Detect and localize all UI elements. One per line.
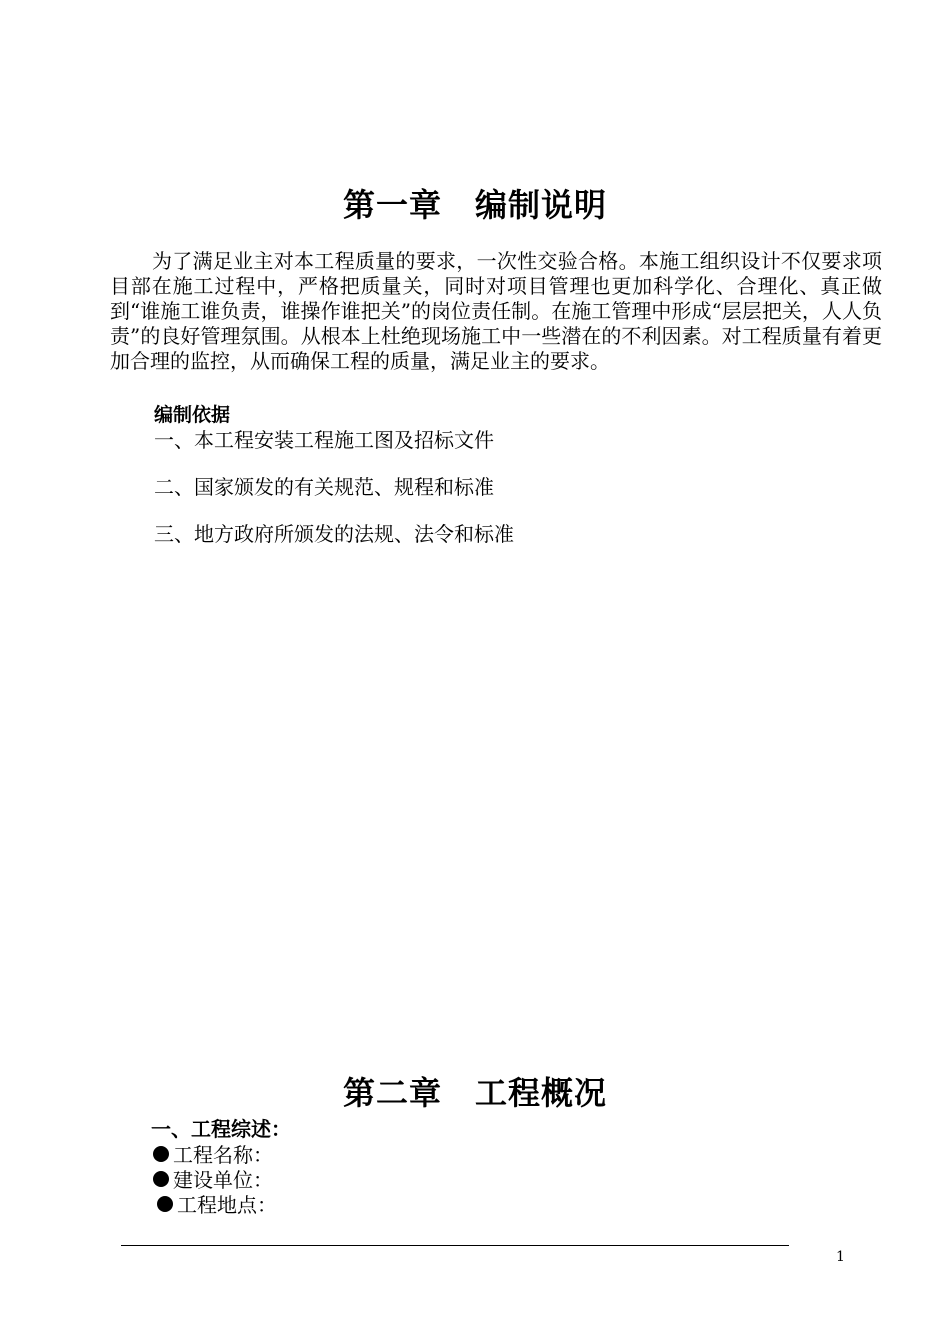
basis-item: 二、国家颁发的有关规范、规程和标准 <box>154 475 494 499</box>
page-number: 1 <box>836 1249 845 1265</box>
field-label: 工程名称： <box>173 1143 273 1167</box>
basis-item: 三、地方政府所颁发的法规、法令和标准 <box>154 522 514 546</box>
basis-item: 一、本工程安装工程施工图及招标文件 <box>154 428 494 452</box>
footer-divider <box>121 1245 789 1246</box>
field-label: 工程地点： <box>177 1193 277 1217</box>
bullet-icon <box>153 1171 169 1187</box>
basis-heading: 编制依据 <box>154 404 231 426</box>
overview-heading: 一、工程综述： <box>151 1117 291 1141</box>
bullet-icon <box>157 1196 173 1212</box>
location-field <box>157 1189 277 1218</box>
field-label: 建设单位： <box>173 1168 273 1192</box>
chapter-1-title: 第一章 编制说明 <box>342 186 607 224</box>
intro-paragraph: 为了满足业主对本工程质量的要求，一次性交验合格。本施工组织设计不仅要求项目部在施工过程中，严格把质量关，同时对项目管理也更加科学化、合理化、真正做到“谁施工谁负责，谁操作谁把关”的岗位责任制。在施工管理中形成“层层把关，人人负责”的良好管理氛围。从根本上杜绝现场施工中一些潜在的不利因素。对工程质量有着更加合理的监控，从而确保工程的质量，满足业主的要求。 <box>110 249 882 373</box>
bullet-icon <box>153 1146 169 1162</box>
chapter-2-title: 第二章 工程概况 <box>342 1074 607 1112</box>
